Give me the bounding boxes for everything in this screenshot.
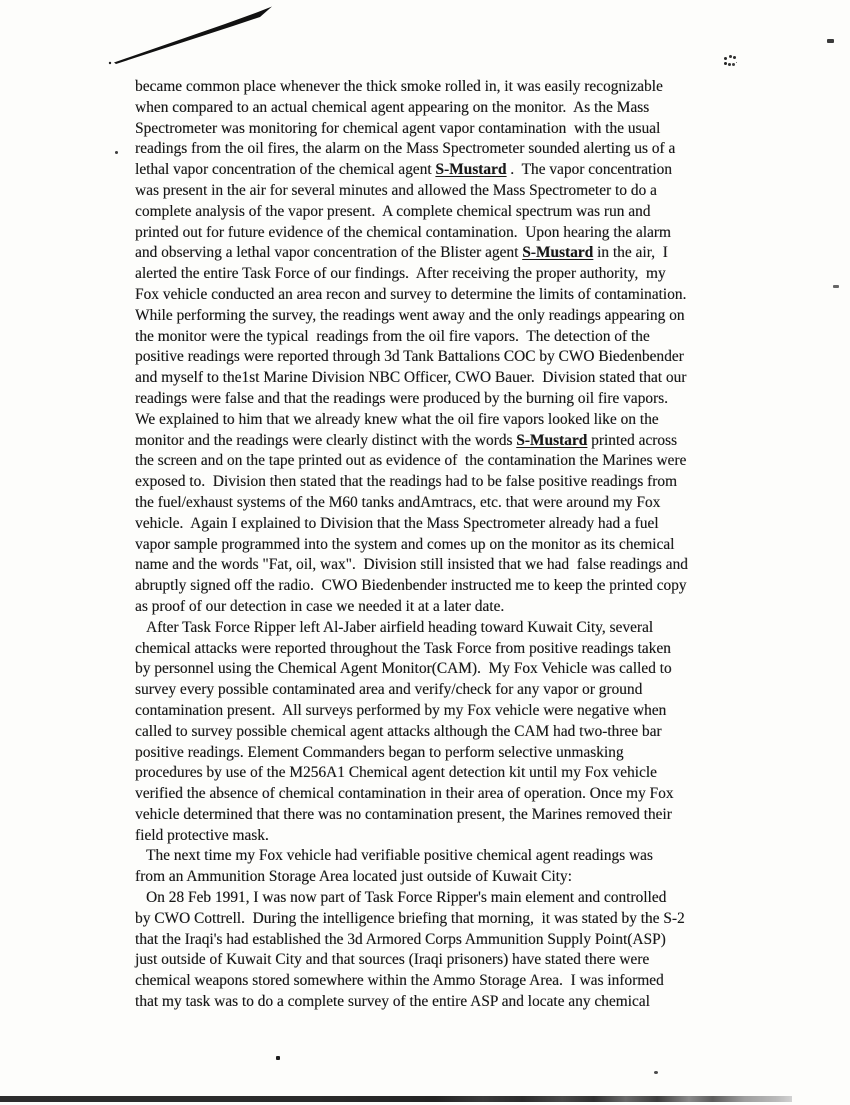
- text-line: vapor sample programmed into the system and comes up on the monitor as its chemical: [135, 535, 675, 553]
- scan-edge-bar: [0, 1096, 792, 1102]
- text-line: complete analysis of the vapor present. A complete chemical spectrum was run and: [135, 202, 651, 220]
- text-line: Spectrometer was monitoring for chemical agent vapor contamination with the usual: [135, 119, 661, 137]
- text-line: While performing the survey, the readings went away and the only readings appearing on: [135, 306, 685, 324]
- text-line: We explained to him that we already knew what the oil fire vapors looked like on the: [135, 410, 659, 428]
- text-line: survey every possible contaminated area and verify/check for any vapor or ground: [135, 681, 643, 699]
- text-line: After Task Force Ripper left Al-Jaber airfield heading toward Kuwait City, several: [146, 618, 654, 636]
- text-line: from an Ammunition Storage Area located just outside of Kuwait City:: [135, 868, 572, 886]
- document-body: [135, 77, 763, 1013]
- text-line: procedures by use of the M256A1 Chemical agent detection kit until my Fox vehicle: [135, 764, 657, 782]
- text-line: as proof of our detection in case we needed it at a later date.: [135, 597, 505, 615]
- text-line: positive readings. Element Commanders began to perform selective unmasking: [135, 743, 624, 761]
- text-line: chemical attacks were reported throughout the Task Force from positive readings taken: [135, 639, 671, 657]
- text-line: exposed to. Division then stated that the readings had to be false positive readings from: [135, 473, 677, 491]
- text-line: The next time my Fox vehicle had verifiable positive chemical agent readings was: [146, 847, 653, 865]
- text-line: readings were false and that the readings were produced by the burning oil fire vapors.: [135, 389, 668, 407]
- text-line: contamination present. All surveys performed by my Fox vehicle were negative when: [135, 701, 667, 719]
- smudge-mark: [724, 57, 727, 60]
- text-line: verified the absence of chemical contamination in their area of operation. Once my Fox: [135, 785, 674, 803]
- text-line: that my task was to do a complete survey of the entire ASP and locate any chemical: [135, 993, 650, 1011]
- text-line: and observing a lethal vapor concentration of the Blister agent S-Mustard in the air, I: [135, 244, 668, 262]
- text-line: lethal vapor concentration of the chemical agent S-Mustard . The vapor concentration: [135, 161, 672, 179]
- margin-speck-left: [115, 151, 118, 154]
- text-line: the screen and on the tape printed out as evidence of the contamination the Marines were: [135, 452, 687, 470]
- margin-speck-right: [833, 285, 839, 288]
- text-line: and myself to the1st Marine Division NBC Officer, CWO Bauer. Division stated that our: [135, 369, 687, 387]
- text-line: just outside of Kuwait City and that sources (Iraqi prisoners) have stated there were: [135, 951, 650, 969]
- chemical-agent-underlined: S-Mustard: [435, 161, 507, 179]
- bottom-speck-1: [276, 1056, 280, 1060]
- chemical-agent-underlined: S-Mustard: [522, 244, 594, 262]
- text-line: the fuel/exhaust systems of the M60 tanks andAmtracs, etc. that were around my Fox: [135, 493, 661, 511]
- text-line: positive readings were reported through 3d Tank Battalions COC by CWO Biedenbender: [135, 348, 684, 366]
- text-line: by CWO Cottrell. During the intelligence briefing that morning, it was stated by the S-2: [135, 909, 685, 927]
- text-line: that the Iraqi's had established the 3d Armored Corps Ammunition Supply Point(ASP): [135, 930, 666, 948]
- text-line: name and the words "Fat, oil, wax". Division still insisted that we had false readings and: [135, 556, 688, 574]
- text-line: chemical weapons stored somewhere within the Ammo Storage Area. I was informed: [135, 972, 664, 990]
- text-line: printed out for future evidence of the chemical contamination. Upon hearing the alarm: [135, 223, 671, 241]
- text-line: field protective mask.: [135, 826, 269, 844]
- corner-speck: [827, 39, 834, 43]
- text-line: readings from the oil fires, the alarm on the Mass Spectrometer sounded alerting us of a: [135, 140, 676, 158]
- text-line: was present in the air for several minutes and allowed the Mass Spectrometer to do a: [135, 181, 657, 199]
- text-line: abruptly signed off the radio. CWO Biedenbender instructed me to keep the printed copy: [135, 577, 687, 595]
- text-line: called to survey possible chemical agent attacks although the CAM had two-three bar: [135, 722, 662, 740]
- text-line: the monitor were the typical readings from the oil fire vapors. The detection of the: [135, 327, 650, 345]
- bottom-speck-2: [654, 1071, 658, 1074]
- text-line: vehicle determined that there was no contamination present, the Marines removed their: [135, 805, 672, 823]
- chemical-agent-underlined: S-Mustard: [516, 431, 588, 449]
- text-line: On 28 Feb 1991, I was now part of Task Force Ripper's main element and controlled: [146, 889, 667, 907]
- text-line: became common place whenever the thick smoke rolled in, it was easily recognizable: [135, 78, 663, 95]
- text-line: Fox vehicle conducted an area recon and survey to determine the limits of contamination.: [135, 285, 687, 303]
- text-line: monitor and the readings were clearly distinct with the words S-Mustard printed across: [135, 431, 677, 449]
- text-line: vehicle. Again I explained to Division that the Mass Spectrometer already had a fuel: [135, 514, 659, 532]
- text-line: by personnel using the Chemical Agent Monitor(CAM). My Fox Vehicle was called to: [135, 660, 672, 678]
- text-line: alerted the entire Task Force of our findings. After receiving the proper authority, my: [135, 265, 666, 283]
- text-line: when compared to an actual chemical agent appearing on the monitor. As the Mass: [135, 98, 650, 116]
